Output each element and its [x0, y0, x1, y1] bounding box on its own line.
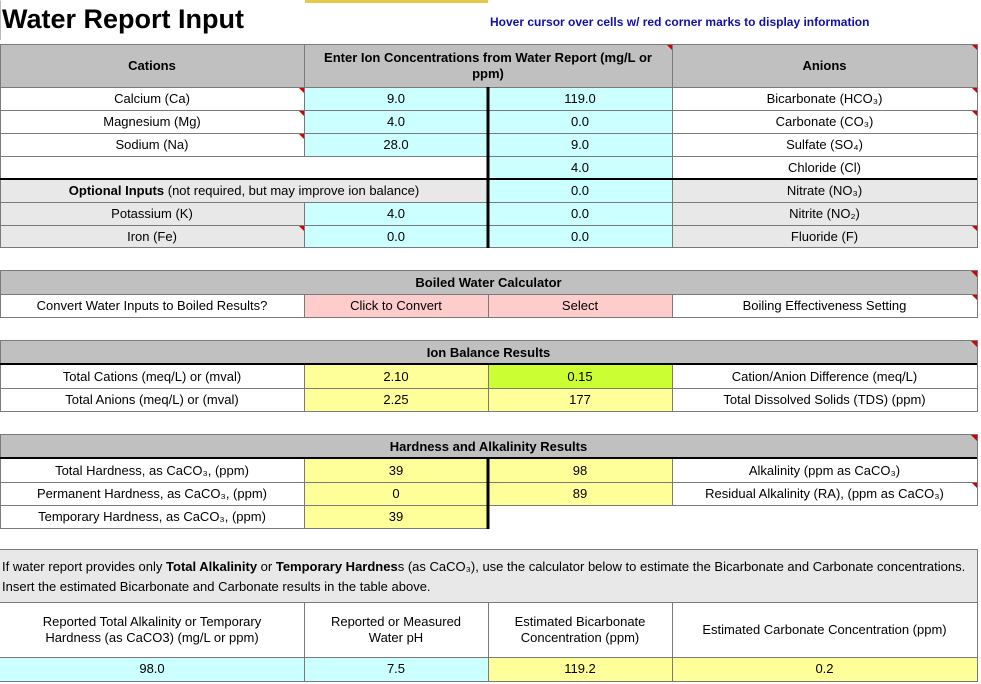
optional-inputs-bold: Optional Inputs — [68, 182, 165, 198]
bicarbonate-input[interactable]: 119.0 — [488, 87, 672, 110]
nitrite-input[interactable]: 0.0 — [488, 202, 672, 225]
optional-inputs-note: (not required, but may improve ion balance) — [164, 182, 420, 198]
bicarbonate-label: Bicarbonate (HCO₃) — [672, 87, 977, 110]
estimated-carbonate-header: Estimated Carbonate Concentration (ppm) — [702, 621, 947, 637]
alkalinity-value: 98 — [488, 459, 672, 482]
click-to-convert-button[interactable]: Click to Convert — [304, 294, 488, 317]
carbonate-label: Carbonate (CO₃) — [672, 110, 977, 133]
sodium-input[interactable]: 28.0 — [304, 133, 488, 156]
ion-entry-header-text: Enter Ion Concentrations from Water Report (mg/L or ppm) — [324, 49, 652, 81]
carbonate-input[interactable]: 0.0 — [488, 110, 672, 133]
sodium-label: Sodium (Na) — [0, 133, 304, 156]
page-title: Water Report Input — [2, 4, 244, 34]
anions-header — [672, 44, 977, 87]
hardness-header: Hardness and Alkalinity Results — [0, 435, 977, 458]
reported-alkalinity-header: Reported Total Alkalinity or Temporary Hardness (as CaCO3) (mg/L or ppm) — [42, 613, 262, 645]
reported-alkalinity-input[interactable]: 98.0 — [0, 657, 304, 681]
cation-anion-difference-label: Cation/Anion Difference (meq/L) — [731, 368, 918, 384]
hover-hint: Hover cursor over cells w/ red corner marks to display information — [490, 15, 870, 29]
iron-input[interactable]: 0.0 — [304, 225, 488, 248]
permanent-hardness-value: 0 — [304, 482, 488, 505]
fluoride-label: Fluoride (F) — [672, 225, 977, 248]
total-cations-value: 2.10 — [304, 365, 488, 388]
chloride-input[interactable]: 4.0 — [488, 156, 672, 179]
sulfate-label: Sulfate (SO₄) — [786, 136, 863, 152]
alkalinity-label: Alkalinity (ppm as CaCO₃) — [748, 462, 901, 478]
nitrate-input[interactable]: 0.0 — [488, 179, 672, 202]
temporary-hardness-value: 39 — [304, 505, 488, 528]
boiled-calculator-header: Boiled Water Calculator — [0, 271, 977, 294]
estimator-note: If water report provides only Total Alkalinity or Temporary Hardness (as CaCO₃), use the calculator below to estimate the Bicarbonate and Carbonate concentrations. Insert the estimated Bicarbonate and Carbonate results in the table above. — [2, 559, 966, 594]
total-anions-label: Total Anions (meq/L) or (mval) — [65, 391, 239, 407]
optional-inputs-label — [0, 179, 488, 202]
permanent-hardness-label: Permanent Hardness, as CaCO₃, (ppm) — [37, 485, 267, 501]
estimated-bicarbonate-value: 119.2 — [488, 657, 672, 681]
water-ph-input[interactable]: 7.5 — [304, 657, 488, 681]
tds-value: 177 — [488, 388, 672, 411]
total-hardness-value: 39 — [304, 459, 488, 482]
estimated-carbonate-value: 0.2 — [672, 657, 977, 681]
sulfate-input[interactable]: 9.0 — [488, 133, 672, 156]
total-anions-value: 2.25 — [304, 388, 488, 411]
estimated-bicarbonate-header: Estimated Bicarbonate Concentration (ppm) — [514, 613, 646, 645]
residual-alkalinity-label: Residual Alkalinity (RA), (ppm as CaCO₃) — [672, 482, 977, 505]
residual-alkalinity-value: 89 — [488, 482, 672, 505]
fluoride-input[interactable]: 0.0 — [488, 225, 672, 248]
cations-header: Cations — [0, 44, 304, 87]
temporary-hardness-label: Temporary Hardness, as CaCO₃, (ppm) — [38, 508, 266, 524]
calcium-input[interactable]: 9.0 — [304, 87, 488, 110]
anions-header-text: Anions — [802, 57, 847, 73]
nitrate-label: Nitrate (NO₃) — [672, 179, 977, 202]
total-hardness-label: Total Hardness, as CaCO₃, (ppm) — [55, 462, 249, 478]
total-cations-label: Total Cations (meq/L) or (mval) — [62, 368, 242, 384]
chloride-label: Chloride (Cl) — [788, 159, 861, 175]
potassium-input[interactable]: 4.0 — [304, 202, 488, 225]
water-ph-header: Reported or Measured Water pH — [330, 613, 462, 645]
magnesium-label: Magnesium (Mg) — [0, 110, 304, 133]
tds-label: Total Dissolved Solids (TDS) (ppm) — [723, 391, 926, 407]
calcium-label: Calcium (Ca) — [0, 87, 304, 110]
cation-anion-difference-value: 0.15 — [488, 365, 672, 388]
potassium-label: Potassium (K) — [0, 202, 304, 225]
ion-balance-header: Ion Balance Results — [0, 341, 977, 364]
nitrite-label: Nitrite (NO₂) — [672, 202, 977, 225]
boiling-effectiveness-label: Boiling Effectiveness Setting — [672, 294, 977, 317]
ion-entry-header — [304, 44, 672, 87]
magnesium-input[interactable]: 4.0 — [304, 110, 488, 133]
boiling-effectiveness-select[interactable]: Select — [488, 294, 672, 317]
boiled-convert-label: Convert Water Inputs to Boiled Results? — [36, 297, 268, 313]
selected-cell-tab — [305, 0, 488, 3]
iron-label: Iron (Fe) — [0, 225, 304, 248]
